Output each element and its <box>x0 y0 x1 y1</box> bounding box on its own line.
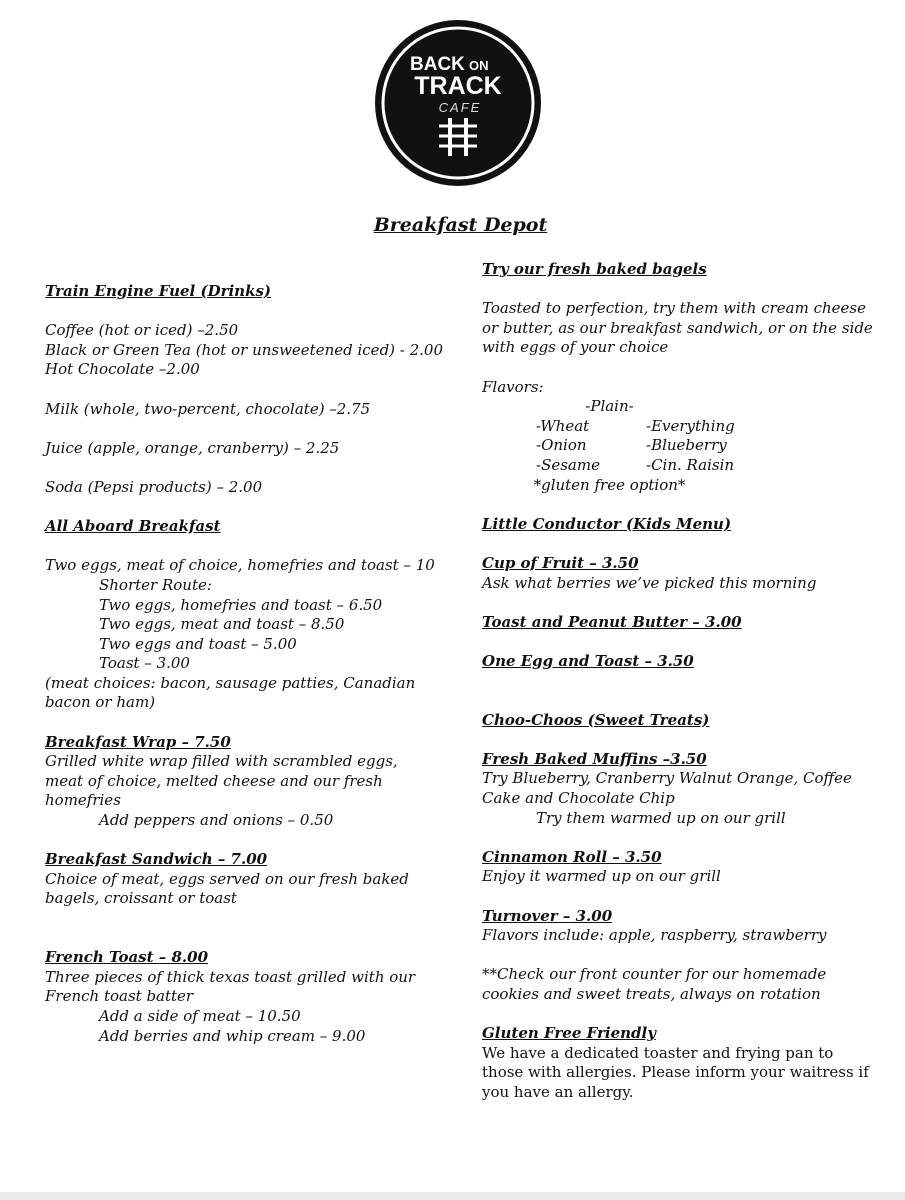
cinnamon-roll-heading: Cinnamon Roll – 3.50 <box>482 847 662 866</box>
cinnamon-roll-desc: Enjoy it warmed up on our grill <box>482 867 721 886</box>
cafe-logo <box>373 18 543 188</box>
breakfast-sandwich-desc: Choice of meat, eggs served on our fresh baked bagels, croissant or toast <box>45 869 409 908</box>
flavors-label: Flavors: <box>482 377 544 396</box>
coffee-item: Coffee (hot or iced) –2.50 <box>45 321 239 340</box>
flavor-item: -Wheat <box>536 416 590 435</box>
flavor-item: -Onion <box>536 436 587 455</box>
bagels-heading: Try our fresh baked bagels <box>482 260 707 278</box>
muffins-heading: Fresh Baked Muffins –3.50 <box>482 749 707 768</box>
flavor-item: -Everything <box>646 416 735 435</box>
breakfast-wrap-heading: Breakfast Wrap – 7.50 <box>45 732 231 751</box>
breakfast-wrap-desc: Grilled white wrap filled with scrambled eggs, meat of choice, melted cheese and our fresh homefries <box>45 752 398 810</box>
cup-of-fruit-desc: Ask what berries we’ve picked this morning <box>482 573 817 592</box>
right-column <box>482 260 877 1103</box>
shorter-route-item: Two eggs and toast – 5.00 <box>99 634 297 653</box>
shorter-route-item: Two eggs, homefries and toast – 6.50 <box>99 595 383 614</box>
logo-cafe: CAFE <box>438 100 482 115</box>
page-footer-bar <box>0 1192 905 1200</box>
gluten-free-desc: We have a dedicated toaster and frying pan to those with allergies. Please inform your waitress if you have an allergy. <box>482 1043 869 1101</box>
drinks-heading: Train Engine Fuel (Drinks) <box>45 282 272 300</box>
hot-chocolate-item: Hot Chocolate –2.00 <box>45 360 200 379</box>
meat-choices-note: (meat choices: bacon, sausage patties, Canadian bacon or ham) <box>45 673 416 712</box>
french-toast-desc: Three pieces of thick texas toast grilled with our French toast batter <box>45 967 416 1006</box>
turnover-heading: Turnover – 3.00 <box>482 906 613 925</box>
one-egg-toast-heading: One Egg and Toast – 3.50 <box>482 651 694 670</box>
french-toast-heading: French Toast – 8.00 <box>45 948 209 967</box>
toast-peanut-butter-heading: Toast and Peanut Butter – 3.00 <box>482 612 742 631</box>
shorter-route-item: Toast – 3.00 <box>99 654 190 673</box>
muffins-desc: Try Blueberry, Cranberry Walnut Orange, Coffee Cake and Chocolate Chip <box>482 769 852 808</box>
left-column <box>45 282 444 1046</box>
soda-item: Soda (Pepsi products) – 2.00 <box>45 477 263 496</box>
logo-on: ON <box>469 58 489 73</box>
flavor-row <box>482 456 877 476</box>
menu-title: Breakfast Depot <box>373 214 548 236</box>
flavor-item: -Cin. Raisin <box>646 455 735 474</box>
flavor-plain: -Plain- <box>585 397 634 416</box>
flavor-item: -Blueberry <box>646 436 727 455</box>
logo-back: BACK <box>410 54 465 75</box>
breakfast-sandwich-heading: Breakfast Sandwich – 7.00 <box>45 850 268 869</box>
front-counter-note: **Check our front counter for our homemade cookies and sweet treats, always on rotation <box>482 965 827 1003</box>
gluten-free-heading: Gluten Free Friendly <box>482 1024 656 1043</box>
french-toast-addon: Add a side of meat – 10.50 <box>99 1006 301 1025</box>
all-aboard-main: Two eggs, meat of choice, homefries and toast – 10 <box>45 556 435 575</box>
french-toast-addon: Add berries and whip cream – 9.00 <box>99 1026 366 1045</box>
kids-menu-heading: Little Conductor (Kids Menu) <box>482 514 732 533</box>
juice-item: Juice (apple, orange, cranberry) – 2.25 <box>45 438 340 457</box>
flavor-row <box>482 417 877 437</box>
flavor-row <box>482 436 877 456</box>
muffins-note: Try them warmed up on our grill <box>536 808 786 827</box>
shorter-route-item: Two eggs, meat and toast – 8.50 <box>99 615 345 634</box>
sweet-treats-heading: Choo-Choos (Sweet Treats) <box>482 710 710 729</box>
turnover-desc: Flavors include: apple, raspberry, strawberry <box>482 926 827 945</box>
bagels-desc: Toasted to perfection, try them with cream cheese or butter, as our breakfast sandwich, or on the side with eggs of your choice <box>482 299 873 357</box>
all-aboard-heading: All Aboard Breakfast <box>45 517 221 536</box>
flavor-item: -Sesame <box>536 455 600 474</box>
gluten-free-option: *gluten free option* <box>533 475 686 494</box>
logo-track: TRACK <box>414 72 502 100</box>
cup-of-fruit-heading: Cup of Fruit – 3.50 <box>482 553 639 572</box>
milk-item: Milk (whole, two-percent, chocolate) –2.75 <box>45 399 371 418</box>
breakfast-wrap-addon: Add peppers and onions – 0.50 <box>99 811 334 830</box>
tea-item: Black or Green Tea (hot or unsweetened iced) - 2.00 <box>45 340 444 359</box>
shorter-route-label: Shorter Route: <box>99 575 212 594</box>
